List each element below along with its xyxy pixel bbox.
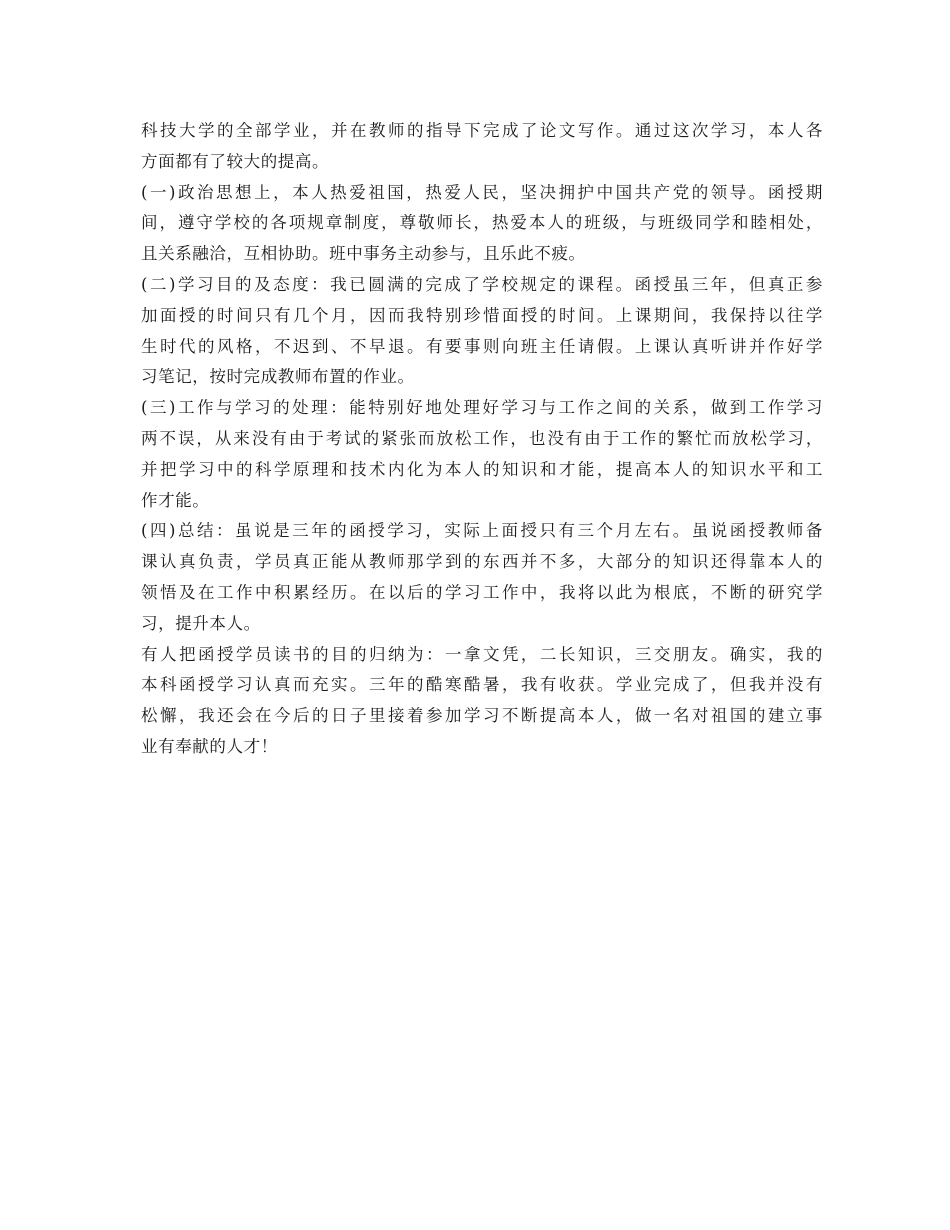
text-line: 加面授的时间只有几个月，因而我特别珍惜面授的时间。上课期间，我保持以往学	[141, 305, 823, 325]
text-line: 有人把函授学员读书的目的归纳为：一拿文凭，二长知识，三交朋友。确实，我的	[141, 644, 823, 664]
paragraph-section-2	[141, 270, 823, 393]
paragraph-section-3	[141, 393, 823, 516]
text-line: 且关系融洽，互相协助。班中事务主动参与，且乐此不疲。	[141, 244, 586, 264]
text-line: 领悟及在工作中积累经历。在以后的学习工作中，我将以此为根底，不断的研究学	[141, 582, 823, 602]
text-line: 并把学习中的科学原理和技术内化为本人的知识和才能，提高本人的知识水平和工	[141, 459, 823, 479]
document-body	[141, 116, 823, 763]
text-line: 生时代的风格，不迟到、不早退。有要事则向班主任请假。上课认真听讲并作好学	[141, 336, 823, 356]
text-line: (三)工作与学习的处理：能特别好地处理好学习与工作之间的关系，做到工作学习	[141, 398, 823, 418]
text-line: 习笔记，按时完成教师布置的作业。	[141, 367, 415, 387]
paragraph-intro	[141, 116, 823, 178]
text-line: 松懈，我还会在今后的日子里接着参加学习不断提高本人，做一名对祖国的建立事	[141, 706, 823, 726]
text-line: 方面都有了较大的提高。	[141, 151, 330, 171]
paragraph-section-4	[141, 516, 823, 639]
text-line: 间，遵守学校的各项规章制度，尊敬师长，热爱本人的班级，与班级同学和睦相处，	[141, 213, 823, 233]
paragraph-section-1	[141, 178, 823, 270]
text-line: 课认真负责，学员真正能从教师那学到的东西并不多，大部分的知识还得靠本人的	[141, 552, 823, 572]
text-line: 作才能。	[141, 490, 210, 510]
text-line: 科技大学的全部学业，并在教师的指导下完成了论文写作。通过这次学习，本人各	[141, 121, 823, 140]
text-line: 本科函授学习认真而充实。三年的酷寒酷暑，我有收获。学业完成了，但我并没有	[141, 675, 823, 695]
text-line: 两不误，从来没有由于考试的紧张而放松工作，也没有由于工作的繁忙而放松学习，	[141, 428, 823, 448]
paragraph-conclusion	[141, 640, 823, 763]
text-line: (一)政治思想上，本人热爱祖国，热爱人民，坚决拥护中国共产党的领导。函授期	[141, 182, 823, 202]
text-line: (二)学习目的及态度：我已圆满的完成了学校规定的课程。函授虽三年，但真正参	[141, 274, 823, 294]
text-line: 业有奉献的人才！	[141, 736, 278, 756]
text-line: 习，提升本人。	[141, 613, 261, 633]
text-line: (四)总结：虽说是三年的函授学习，实际上面授只有三个月左右。虽说函授教师备	[141, 521, 823, 541]
